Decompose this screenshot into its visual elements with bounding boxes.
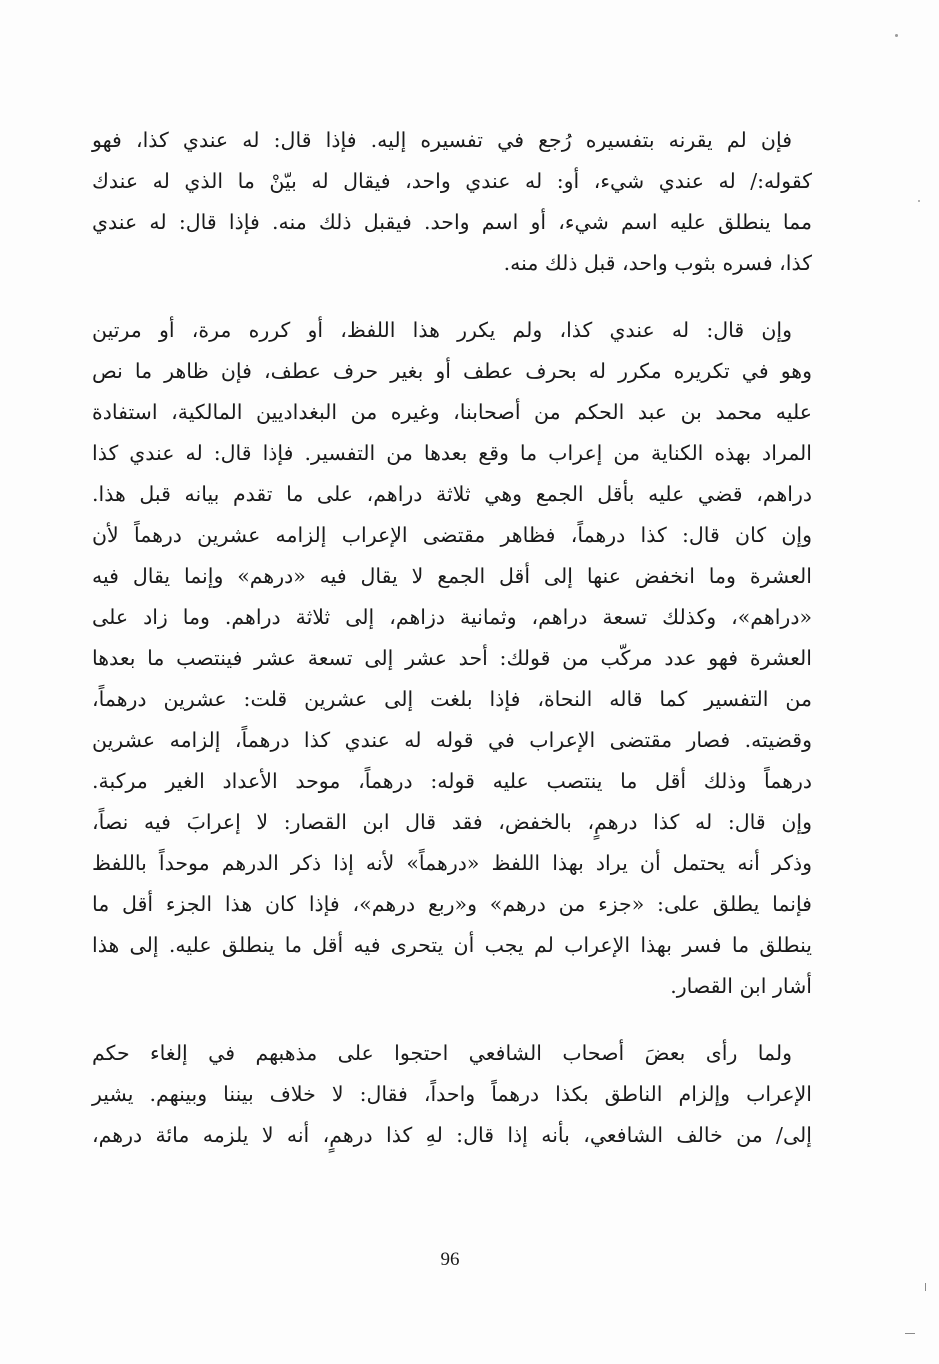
text-line: مما ينطلق عليه اسم شيء، أو اسم واحد. فيقبل ذلك منه. فإذا قال: له عندي bbox=[92, 210, 812, 234]
text-line: العشرة فهو عدد مركّب من قولك: أحد عشر إلى تسعة عشر فينتصب ما بعدها bbox=[92, 646, 812, 670]
text-line: «دراهم»، وكذلك تسعة دراهم، وثمانية دزاهم، إلى ثلاثة دراهم. وما زاد على bbox=[92, 605, 812, 629]
text-line: فإنما يطلق على: «جزء من درهم» و«ربع درهم»، فإذا كان هذا الجزء أقل ما bbox=[92, 892, 812, 916]
scan-speck bbox=[918, 200, 920, 202]
text-line: أشار ابن القصار. bbox=[670, 974, 812, 998]
text-line: ولما رأى بعضَ أصحاب الشافعي احتجوا على مذهبهم في إلغاء حكم bbox=[92, 1041, 792, 1065]
text-line: وهو في تكريره مكرر له بحرف عطف أو بغير حرف عطف، فإن ظاهر ما نص bbox=[92, 359, 812, 383]
paragraph-gap bbox=[92, 284, 812, 310]
body-text bbox=[92, 120, 812, 1156]
text-line: ينطلق ما فسر بهذا الإعراب لم يجب أن يتحرى فيه أقل ما ينطلق عليه. إلى هذا bbox=[92, 933, 812, 957]
paragraph-gap bbox=[92, 1007, 812, 1033]
text-line: عليه محمد بن عبد الحكم من أصحابنا، وغيره من البغداديين المالكية، استفادة bbox=[92, 400, 812, 424]
text-line: وإن قال: له عندي كذا، ولم يكرر هذا اللفظ، أو كرره مرة، أو مرتين bbox=[92, 318, 792, 342]
text-line: وإن كان قال: كذا درهماً، فظاهر مقتضى الإعراب إلزامه عشرين درهماً لأن bbox=[92, 523, 812, 547]
text-line: وذكر أنه يحتمل أن يراد بهذا اللفظ «درهماً» لأنه إذا ذكر الدرهم موحداً باللفظ bbox=[92, 851, 812, 875]
text-line: من التفسير كما قاله النحاة، فإذا بلغت إلى عشرين قلت: عشرين درهماً، bbox=[92, 687, 812, 711]
text-line: وقضيته. فصار مقتضى الإعراب في قوله له عندي كذا درهماً، إلزامه عشرين bbox=[92, 728, 812, 752]
text-line: إلى/ من خالف الشافعي، بأنه إذا قال: لهِ كذا درهمٍ، أنه لا يلزمه مائة درهم، bbox=[92, 1123, 812, 1147]
text-line: درهماً وذلك أقل ما ينتصب عليه قوله: درهماً، موحد الأعداد الغير مركبة. bbox=[92, 769, 812, 793]
scan-mark bbox=[905, 1333, 915, 1334]
text-line: الإعراب وإلزام الناطق بكذا درهماً واحداً، فقال: لا خلاف بيننا وبينهم. يشير bbox=[92, 1082, 812, 1106]
scan-mark bbox=[925, 1283, 926, 1291]
text-line: وإن قال: له كذا درهمٍ، بالخفض، فقد قال ابن القصار: لا إعرابَ فيه نصاً، bbox=[92, 810, 812, 834]
text-line: كقوله:/ له عندي شيء، أو: له عندي واحد، فيقال له بيّنْ ما الذي له عندك bbox=[92, 169, 812, 193]
text-line: المراد بهذه الكناية من إعراب ما وقع بعدها من التفسير. فإذا قال: له عندي كذا bbox=[92, 441, 812, 465]
text-line: العشرة وما انخفض عنها إلى أقل الجمع لا يقال فيه «درهم» وإنما يقال فيه bbox=[92, 564, 812, 588]
text-line: كذا، فسره بثوب واحد، قبل ذلك منه. bbox=[503, 251, 812, 275]
page-number: 96 bbox=[440, 1249, 460, 1270]
text-line: فإن لم يقرنه بتفسيره رُجع في تفسيره إليه. فإذا قال: له عندي كذا، فهو bbox=[92, 128, 792, 152]
text-line: دراهم، قضي عليه بأقل الجمع وهي ثلاثة دراهم، على ما تقدم بيانه قبل هذا. bbox=[92, 482, 812, 506]
scan-speck bbox=[895, 34, 898, 37]
